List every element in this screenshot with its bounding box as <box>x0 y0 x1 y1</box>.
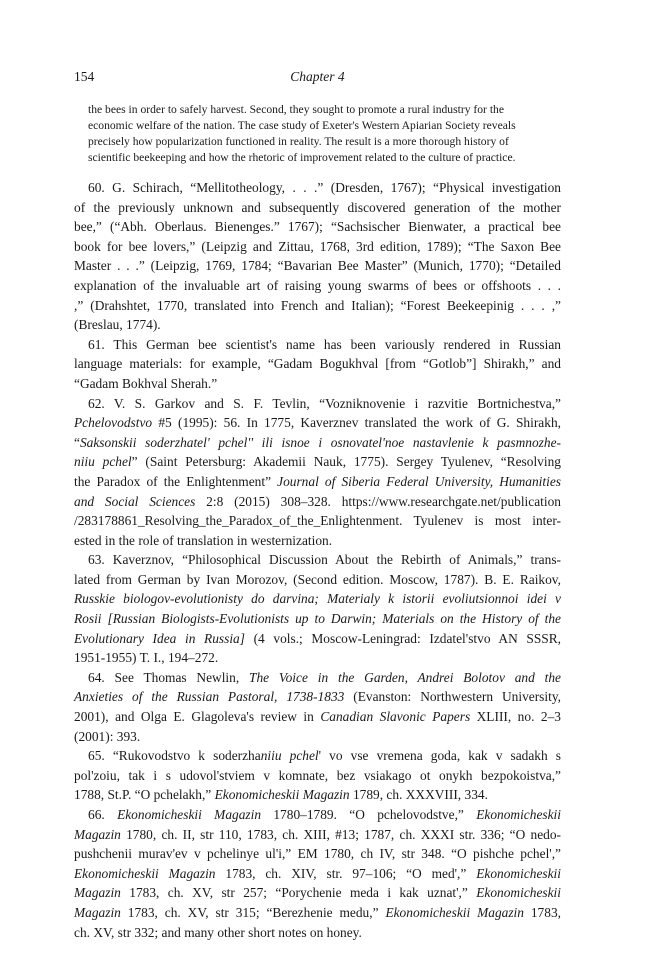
endnote-line: of the previously unknown and subsequently discovered generation of the mother <box>74 199 561 215</box>
endnote-line: Anxieties of the Russian Pastoral, 1738-1833 (Evanston: Northwestern University, <box>74 689 561 705</box>
endnote <box>74 746 561 805</box>
paragraph-line: scientific beekeeping and how the rhetoric of improvement related to the culture of practice. <box>88 151 516 164</box>
endnote-line: bee,” (“Abh. Oberlaus. Bienenges.” 1767); “Sachsischer Bienwater, a practical bee <box>74 219 561 235</box>
endnote-line: lated from German by Ivan Morozov, (Second edition. Moscow, 1787). B. E. Raikov, <box>74 571 561 587</box>
paragraph-line: the bees in order to safely harvest. Second, they sought to promote a rural industry for the <box>88 103 504 116</box>
endnote-line: 61. This German bee scientist's name has been variously rendered in Russian <box>88 336 561 352</box>
endnote-line: Rosii [Russian Biologists-Evolutionists up to Darwin; Materials on the History of the <box>74 611 561 627</box>
endnote-line: ch. XV, str 332; and many other short notes on honey. <box>74 924 362 940</box>
endnote-line: 1951-1955) T. I., 194–272. <box>74 650 219 666</box>
endnote-line: (Breslau, 1774). <box>74 317 161 333</box>
endnote <box>74 805 561 942</box>
endnote-line: Pchelovodstvo #5 (1995): 56. In 1775, Kaverznev translated the work of G. Shirakh, <box>74 415 561 431</box>
endnote-line: the Paradox of the Enlightenment” Journal of Siberia Federal University, Humanities <box>74 473 562 489</box>
quoted-paragraph <box>88 102 548 166</box>
running-header <box>74 69 561 89</box>
paragraph-line: precisely how popularization functioned in reality. The result is a more thorough history of <box>88 135 509 148</box>
endnote-line: 62. V. S. Garkov and S. F. Tevlin, “Vozniknovenie i razvitie Bortnichestva,” <box>88 395 561 411</box>
endnote-line: 65. “Rukovodstvo k soderzhaniiu pchel' vo vse vremena goda, kak v sadakh s <box>88 748 561 764</box>
endnote <box>74 550 561 668</box>
chapter-title: Chapter 4 <box>290 69 345 84</box>
endnote-line: “Saksonskii soderzhatel' pchel'' ili isnoe i osnovatel'noe nastavlenie k pasmnozhe- <box>74 434 561 450</box>
endnote-line: Russkie biologov-evolutionisty do darvina; Materialy k istorii evoliutsionnoi idei v <box>74 591 561 607</box>
endnote <box>74 668 561 746</box>
endnote-line: ested in the role of translation in westernization. <box>74 532 333 548</box>
endnote <box>74 178 561 335</box>
endnote-line: and Social Sciences 2:8 (2015) 308–328. https://www.researchgate.net/publication <box>74 493 561 509</box>
endnote-line: Magazin 1780, ch. II, str 110, 1783, ch. XIII, #13; 1787, ch. XXXI str. 336; “O nedo- <box>74 826 561 842</box>
paragraph-line: economic welfare of the nation. The case study of Exeter's Western Apiarian Society reveals <box>88 119 516 132</box>
endnote-line: niiu pchel” (Saint Petersburg: Akademii Nauk, 1775). Sergey Tyulenev, “Resolving <box>74 454 561 470</box>
endnote-line: 66. Ekonomicheskii Magazin 1780–1789. “O pchelovodstve,” Ekonomicheskii <box>88 807 561 822</box>
endnote-line: Magazin 1783, ch. XV, str 315; “Berezhenie medu,” Ekonomicheskii Magazin 1783, <box>74 904 561 920</box>
endnote-line: 60. G. Schirach, “Mellitotheology, . . .” (Dresden, 1767); “Physical investigation <box>88 180 561 195</box>
endnote-line: pushchenii murav'ev v pchelinye ul'i,” EM 1780, ch IV, str 348. “O pishche pchel',” <box>74 846 561 862</box>
endnote <box>74 335 561 394</box>
endnote-line: 63. Kaverznov, “Philosophical Discussion About the Rebirth of Animals,” trans- <box>88 552 561 568</box>
endnote-line: “Gadam Bokhval Sherah.” <box>74 375 218 391</box>
endnote-line: ,” (Drahshtet, 1770, translated into French and Italian); “Forest Beekeepinig . . . ,” <box>74 297 561 313</box>
endnote-line: 1788, St.P. “O pchelakh,” Ekonomicheskii Magazin 1789, ch. XXXVIII, 334. <box>74 787 488 803</box>
endnote-line: language materials: for example, “Gadam Bogukhval [from “Gotlob”] Shirakh,” and <box>74 356 561 372</box>
endnote-line: book for bee lovers,” (Leipzig and Zittau, 1768, 3rd edition, 1789); “The Saxon Bee <box>74 238 561 254</box>
endnote-line: pol'zoiu, tak i s udovol'stviem v komnate, bez vsiakago ot onykh bezpokoistva,” <box>74 767 561 783</box>
endnote-line: Magazin 1783, ch. XV, str 257; “Porychenie meda i kak uznat',” Ekonomicheskii <box>74 885 561 901</box>
endnote-line: Master . . .” (Leipzig, 1769, 1784; “Bavarian Bee Master” (Munich, 1770); “Detailed <box>74 258 561 274</box>
endnote-line: 2001), and Olga E. Glagoleva's review in Canadian Slavonic Papers XLIII, no. 2–3 <box>74 709 561 725</box>
endnote-line: explanation of the invaluable art of raising young swarms of bees or offshoots . . . <box>74 277 561 293</box>
endnote <box>74 394 561 551</box>
endnote-line: (2001): 393. <box>74 728 141 744</box>
page-number: 154 <box>74 69 95 84</box>
endnote-line: /283178861_Resolving_the_Paradox_of_the_Enlightenment. Tyulenev is most inter- <box>74 513 561 529</box>
endnote-line: Ekonomicheskii Magazin 1783, ch. XIV, str. 97–106; “O med',” Ekonomicheskii <box>74 865 561 881</box>
endnote-line: 64. See Thomas Newlin, The Voice in the Garden, Andrei Bolotov and the <box>88 669 561 685</box>
endnotes <box>74 178 561 942</box>
endnote-line: Evolutionary Idea in Russia] (4 vols.; Moscow-Leningrad: Izdatel'stvo AN SSSR, <box>74 630 562 646</box>
